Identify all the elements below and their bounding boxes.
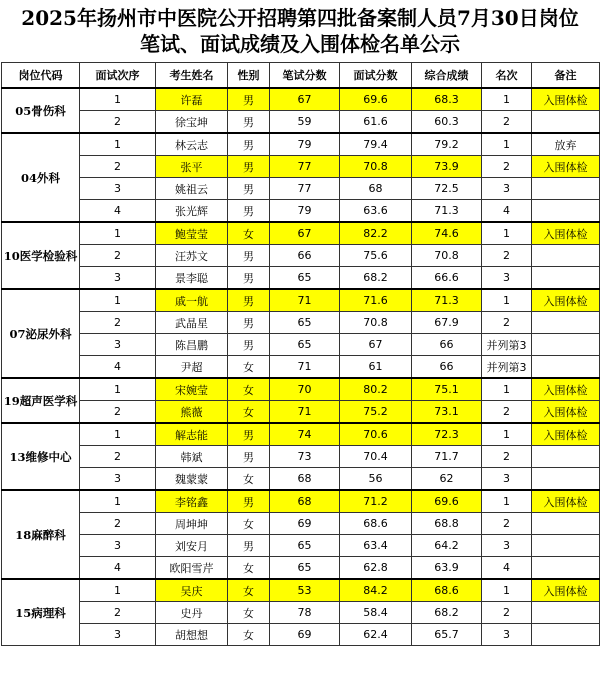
total-score-cell: 72.3: [412, 423, 482, 446]
note-cell: [532, 178, 600, 200]
note-cell: [532, 468, 600, 491]
interview-score-cell: 75.6: [340, 245, 412, 267]
table-row: [2, 200, 600, 223]
post-code-cell: 04外科: [2, 133, 80, 222]
total-score-cell: 63.9: [412, 557, 482, 580]
rank-cell: 并列第3: [482, 356, 532, 379]
table-row: [2, 602, 600, 624]
written-score-cell: 73: [270, 446, 340, 468]
gender-cell: 女: [228, 579, 270, 602]
written-score-cell: 66: [270, 245, 340, 267]
written-score-cell: 65: [270, 535, 340, 557]
rank-cell: 2: [482, 245, 532, 267]
table-row: [2, 312, 600, 334]
gender-cell: 男: [228, 446, 270, 468]
total-score-cell: 62: [412, 468, 482, 491]
rank-cell: 3: [482, 535, 532, 557]
candidate-name-cell: 熊薇: [156, 401, 228, 424]
total-score-cell: 74.6: [412, 222, 482, 245]
total-score-cell: 79.2: [412, 133, 482, 156]
note-cell: [532, 267, 600, 290]
candidate-name-cell: 李铭鑫: [156, 490, 228, 513]
candidate-name-cell: 鲍莹莹: [156, 222, 228, 245]
gender-cell: 男: [228, 423, 270, 446]
rank-cell: 1: [482, 133, 532, 156]
written-score-cell: 71: [270, 401, 340, 424]
table-row: [2, 490, 600, 513]
table-row: [2, 156, 600, 178]
interview-score-cell: 84.2: [340, 579, 412, 602]
header-interview-score: 面试分数: [340, 63, 412, 89]
post-code-cell: 07泌尿外科: [2, 289, 80, 378]
interview-order-cell: 3: [80, 267, 156, 290]
candidate-name-cell: 欧阳雪芹: [156, 557, 228, 580]
interview-order-cell: 3: [80, 535, 156, 557]
interview-order-cell: 3: [80, 624, 156, 646]
rank-cell: 4: [482, 557, 532, 580]
written-score-cell: 77: [270, 156, 340, 178]
interview-order-cell: 4: [80, 557, 156, 580]
total-score-cell: 68.2: [412, 602, 482, 624]
note-cell: [532, 624, 600, 646]
rank-cell: 2: [482, 513, 532, 535]
total-score-cell: 68.3: [412, 88, 482, 111]
interview-order-cell: 1: [80, 222, 156, 245]
rank-cell: 1: [482, 88, 532, 111]
table-row: [2, 222, 600, 245]
interview-score-cell: 79.4: [340, 133, 412, 156]
note-cell: 入围体检: [532, 579, 600, 602]
candidate-name-cell: 景李聪: [156, 267, 228, 290]
table-row: [2, 579, 600, 602]
rank-cell: 2: [482, 401, 532, 424]
results-table: [1, 62, 600, 646]
candidate-name-cell: 胡想想: [156, 624, 228, 646]
total-score-cell: 66: [412, 356, 482, 379]
note-cell: 入围体检: [532, 88, 600, 111]
written-score-cell: 68: [270, 490, 340, 513]
rank-cell: 2: [482, 602, 532, 624]
total-score-cell: 73.9: [412, 156, 482, 178]
table-row: [2, 513, 600, 535]
candidate-name-cell: 解志能: [156, 423, 228, 446]
interview-score-cell: 75.2: [340, 401, 412, 424]
gender-cell: 男: [228, 289, 270, 312]
interview-score-cell: 63.6: [340, 200, 412, 223]
interview-score-cell: 62.4: [340, 624, 412, 646]
rank-cell: 3: [482, 267, 532, 290]
interview-order-cell: 2: [80, 156, 156, 178]
candidate-name-cell: 许磊: [156, 88, 228, 111]
interview-order-cell: 2: [80, 111, 156, 134]
rank-cell: 1: [482, 423, 532, 446]
table-row: [2, 111, 600, 134]
gender-cell: 男: [228, 156, 270, 178]
written-score-cell: 67: [270, 222, 340, 245]
table-row: [2, 557, 600, 580]
written-score-cell: 77: [270, 178, 340, 200]
table-row: [2, 535, 600, 557]
header-row: [2, 63, 600, 89]
interview-order-cell: 1: [80, 289, 156, 312]
total-score-cell: 71.7: [412, 446, 482, 468]
written-score-cell: 71: [270, 289, 340, 312]
rank-cell: 2: [482, 446, 532, 468]
interview-score-cell: 70.6: [340, 423, 412, 446]
interview-score-cell: 68: [340, 178, 412, 200]
interview-score-cell: 61: [340, 356, 412, 379]
table-row: [2, 88, 600, 111]
note-cell: 放弃: [532, 133, 600, 156]
interview-order-cell: 2: [80, 602, 156, 624]
table-row: [2, 468, 600, 491]
note-cell: [532, 602, 600, 624]
note-cell: [532, 245, 600, 267]
interview-order-cell: 3: [80, 334, 156, 356]
header-rank: 名次: [482, 63, 532, 89]
candidate-name-cell: 韩斌: [156, 446, 228, 468]
candidate-name-cell: 吴庆: [156, 579, 228, 602]
rank-cell: 并列第3: [482, 334, 532, 356]
written-score-cell: 65: [270, 312, 340, 334]
table-body: [2, 88, 600, 646]
interview-order-cell: 1: [80, 378, 156, 401]
gender-cell: 女: [228, 513, 270, 535]
written-score-cell: 79: [270, 200, 340, 223]
note-cell: [532, 334, 600, 356]
interview-score-cell: 71.2: [340, 490, 412, 513]
table-row: [2, 378, 600, 401]
interview-order-cell: 1: [80, 490, 156, 513]
gender-cell: 女: [228, 557, 270, 580]
note-cell: [532, 200, 600, 223]
interview-score-cell: 70.4: [340, 446, 412, 468]
table-row: [2, 267, 600, 290]
title-line-1: 2025年扬州市中医院公开招聘第四批备案制人员7月30日岗位: [21, 6, 579, 30]
interview-score-cell: 58.4: [340, 602, 412, 624]
total-score-cell: 70.8: [412, 245, 482, 267]
rank-cell: 3: [482, 468, 532, 491]
gender-cell: 女: [228, 378, 270, 401]
total-score-cell: 73.1: [412, 401, 482, 424]
table-row: [2, 334, 600, 356]
total-score-cell: 65.7: [412, 624, 482, 646]
rank-cell: 4: [482, 200, 532, 223]
interview-score-cell: 68.2: [340, 267, 412, 290]
rank-cell: 1: [482, 378, 532, 401]
interview-score-cell: 56: [340, 468, 412, 491]
gender-cell: 女: [228, 356, 270, 379]
total-score-cell: 64.2: [412, 535, 482, 557]
gender-cell: 女: [228, 222, 270, 245]
interview-order-cell: 1: [80, 88, 156, 111]
post-code-cell: 18麻醉科: [2, 490, 80, 579]
total-score-cell: 69.6: [412, 490, 482, 513]
interview-score-cell: 80.2: [340, 378, 412, 401]
interview-score-cell: 68.6: [340, 513, 412, 535]
post-code-cell: 05骨伤科: [2, 88, 80, 133]
gender-cell: 男: [228, 312, 270, 334]
gender-cell: 女: [228, 624, 270, 646]
post-code-cell: 10医学检验科: [2, 222, 80, 289]
interview-score-cell: 62.8: [340, 557, 412, 580]
table-row: [2, 178, 600, 200]
note-cell: 入围体检: [532, 401, 600, 424]
candidate-name-cell: 尹超: [156, 356, 228, 379]
interview-score-cell: 71.6: [340, 289, 412, 312]
written-score-cell: 69: [270, 624, 340, 646]
total-score-cell: 66: [412, 334, 482, 356]
total-score-cell: 71.3: [412, 200, 482, 223]
post-code-cell: 13维修中心: [2, 423, 80, 490]
candidate-name-cell: 陈昌鹏: [156, 334, 228, 356]
written-score-cell: 79: [270, 133, 340, 156]
gender-cell: 男: [228, 200, 270, 223]
table-row: [2, 289, 600, 312]
header-total-score: 综合成绩: [412, 63, 482, 89]
candidate-name-cell: 汪苏文: [156, 245, 228, 267]
written-score-cell: 74: [270, 423, 340, 446]
table-row: [2, 446, 600, 468]
candidate-name-cell: 武晶星: [156, 312, 228, 334]
gender-cell: 男: [228, 133, 270, 156]
gender-cell: 男: [228, 490, 270, 513]
rank-cell: 1: [482, 490, 532, 513]
note-cell: [532, 535, 600, 557]
candidate-name-cell: 宋婉莹: [156, 378, 228, 401]
note-cell: [532, 513, 600, 535]
gender-cell: 男: [228, 267, 270, 290]
candidate-name-cell: 姚祖云: [156, 178, 228, 200]
interview-order-cell: 2: [80, 401, 156, 424]
total-score-cell: 60.3: [412, 111, 482, 134]
written-score-cell: 71: [270, 356, 340, 379]
rank-cell: 3: [482, 624, 532, 646]
candidate-name-cell: 张光辉: [156, 200, 228, 223]
interview-order-cell: 2: [80, 245, 156, 267]
interview-order-cell: 1: [80, 423, 156, 446]
written-score-cell: 65: [270, 557, 340, 580]
table-row: [2, 624, 600, 646]
gender-cell: 女: [228, 602, 270, 624]
note-cell: [532, 312, 600, 334]
note-cell: 入围体检: [532, 378, 600, 401]
written-score-cell: 65: [270, 334, 340, 356]
gender-cell: 男: [228, 334, 270, 356]
table-row: [2, 245, 600, 267]
table-row: [2, 356, 600, 379]
written-score-cell: 53: [270, 579, 340, 602]
candidate-name-cell: 徐宝坤: [156, 111, 228, 134]
note-cell: 入围体检: [532, 423, 600, 446]
gender-cell: 女: [228, 468, 270, 491]
interview-order-cell: 4: [80, 356, 156, 379]
written-score-cell: 68: [270, 468, 340, 491]
interview-score-cell: 67: [340, 334, 412, 356]
interview-score-cell: 63.4: [340, 535, 412, 557]
note-cell: 入围体检: [532, 222, 600, 245]
gender-cell: 男: [228, 245, 270, 267]
total-score-cell: 71.3: [412, 289, 482, 312]
interview-order-cell: 2: [80, 446, 156, 468]
total-score-cell: 75.1: [412, 378, 482, 401]
total-score-cell: 66.6: [412, 267, 482, 290]
total-score-cell: 68.8: [412, 513, 482, 535]
note-cell: 入围体检: [532, 289, 600, 312]
note-cell: [532, 557, 600, 580]
interview-order-cell: 2: [80, 513, 156, 535]
written-score-cell: 78: [270, 602, 340, 624]
gender-cell: 女: [228, 401, 270, 424]
interview-score-cell: 70.8: [340, 156, 412, 178]
interview-score-cell: 69.6: [340, 88, 412, 111]
candidate-name-cell: 张平: [156, 156, 228, 178]
candidate-name-cell: 刘安月: [156, 535, 228, 557]
page-title: [0, 0, 600, 62]
rank-cell: 2: [482, 312, 532, 334]
written-score-cell: 65: [270, 267, 340, 290]
table-row: [2, 401, 600, 424]
note-cell: 入围体检: [532, 490, 600, 513]
header-candidate-name: 考生姓名: [156, 63, 228, 89]
written-score-cell: 70: [270, 378, 340, 401]
header-written-score: 笔试分数: [270, 63, 340, 89]
rank-cell: 1: [482, 222, 532, 245]
post-code-cell: 19超声医学科: [2, 378, 80, 423]
interview-score-cell: 82.2: [340, 222, 412, 245]
gender-cell: 男: [228, 111, 270, 134]
header-post-code: 岗位代码: [2, 63, 80, 89]
note-cell: 入围体检: [532, 156, 600, 178]
gender-cell: 男: [228, 535, 270, 557]
written-score-cell: 69: [270, 513, 340, 535]
candidate-name-cell: 魏蒙蒙: [156, 468, 228, 491]
rank-cell: 1: [482, 579, 532, 602]
rank-cell: 2: [482, 111, 532, 134]
written-score-cell: 67: [270, 88, 340, 111]
candidate-name-cell: 戚一航: [156, 289, 228, 312]
title-line-2: 笔试、面试成绩及入围体检名单公示: [140, 32, 460, 56]
interview-score-cell: 70.8: [340, 312, 412, 334]
note-cell: [532, 111, 600, 134]
post-code-cell: 15病理科: [2, 579, 80, 646]
note-cell: [532, 446, 600, 468]
header-interview-order: 面试次序: [80, 63, 156, 89]
total-score-cell: 67.9: [412, 312, 482, 334]
table-row: [2, 423, 600, 446]
total-score-cell: 72.5: [412, 178, 482, 200]
header-gender: 性别: [228, 63, 270, 89]
gender-cell: 男: [228, 88, 270, 111]
interview-score-cell: 61.6: [340, 111, 412, 134]
rank-cell: 1: [482, 289, 532, 312]
interview-order-cell: 3: [80, 468, 156, 491]
candidate-name-cell: 林云志: [156, 133, 228, 156]
table-row: [2, 133, 600, 156]
candidate-name-cell: 周坤坤: [156, 513, 228, 535]
interview-order-cell: 3: [80, 178, 156, 200]
interview-order-cell: 2: [80, 312, 156, 334]
total-score-cell: 68.6: [412, 579, 482, 602]
header-note: 备注: [532, 63, 600, 89]
interview-order-cell: 4: [80, 200, 156, 223]
interview-order-cell: 1: [80, 133, 156, 156]
rank-cell: 2: [482, 156, 532, 178]
candidate-name-cell: 史丹: [156, 602, 228, 624]
rank-cell: 3: [482, 178, 532, 200]
interview-order-cell: 1: [80, 579, 156, 602]
gender-cell: 男: [228, 178, 270, 200]
written-score-cell: 59: [270, 111, 340, 134]
note-cell: [532, 356, 600, 379]
